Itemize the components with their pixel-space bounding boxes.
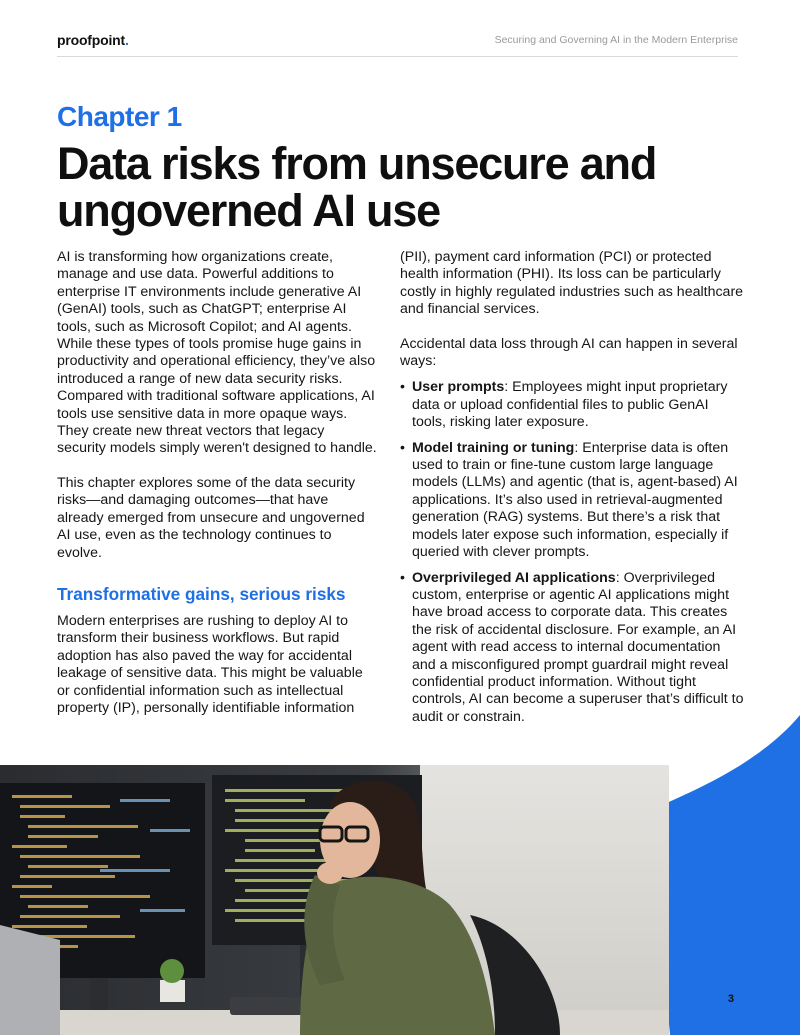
risk-bullet-list: [400, 379, 745, 726]
section-paragraph: Modern enterprises are rushing to deploy AI to transform their business workflows. But rapid adoption has also paved the way for accidental leakage of sensitive data. This might be valuable or confidential information such as intellectual property (IP), personally identifiable information: [57, 612, 363, 716]
logo-text: proofpoint: [57, 32, 125, 48]
list-item: [400, 570, 745, 727]
right-column: [400, 249, 745, 734]
continuation-paragraph: (PII), payment card information (PCI) or protected health information (PHI). Its loss can be particularly costly in highly regulated industries such as healthcare and financial services.: [400, 249, 744, 318]
section-subheading: Transformative gains, serious risks: [57, 583, 346, 604]
bullet-text: : Employees might input proprietary data or upload confidential files to public GenAI tools, risking later exposure.: [412, 379, 728, 431]
logo-dot: .: [124, 32, 129, 48]
list-item: [400, 440, 745, 562]
page-number: 3: [727, 993, 734, 1005]
chapter-overview-paragraph: This chapter explores some of the data security risks—and damaging outcomes—that have already emerged from unsecure and ungoverned AI use, even as the technology continues to evolve.: [57, 474, 365, 561]
bullet-term: Overprivileged AI applications: [412, 569, 616, 586]
page-header: [57, 28, 738, 57]
chapter-title: Data risks from unsecure and ungoverned AI use: [57, 138, 657, 236]
bullet-text: : Enterprise data is often used to train or fine-tune custom large language models (LLMs) and agentic (that is, agent-based) AI applications. It’s also used in retrieval-augmented generation (RAG) systems. But there’s a risk that models later expose such information, especially if queried with clever prompts.: [412, 439, 738, 561]
proofpoint-logo: [57, 32, 129, 48]
bullet-intro: Accidental data loss through AI can happen in several ways:: [400, 335, 738, 370]
chapter-label: Chapter 1: [57, 101, 182, 132]
woman-at-computer-illustration: [0, 765, 669, 1035]
office-photo: [0, 765, 669, 1035]
intro-paragraph: AI is transforming how organizations create, manage and use data. Powerful additions to enterprise IT environments include generative AI (GenAI) tools, such as ChatGPT; enterprise AI tools, such as Microsoft Copilot; and AI agents. While these types of tools promise huge gains in productivity and operational efficiency, they’ve also introduced a range of new data security risks. Compared with traditional software applications, AI tools use sensitive data in more opaque ways. They create new threat vectors that legacy security models simply weren't designed to handle.: [57, 249, 377, 457]
bullet-text: : Overprivileged custom, enterprise or agentic AI applications might have broad access to corporate data. This creates the risk of accidental disclosure. For example, an AI agent with read access to internal documentation and a misconfigured prompt guardrail might reveal confidential product information. Without tight controls, AI can become a superuser that’s difficult to audit or constrain.: [412, 569, 744, 725]
left-column: [57, 249, 377, 734]
bullet-term: Model training or tuning: [412, 439, 575, 456]
list-item: [400, 379, 745, 431]
bullet-term: User prompts: [412, 379, 505, 396]
document-title: Securing and Governing AI in the Modern Enterprise: [494, 34, 738, 46]
